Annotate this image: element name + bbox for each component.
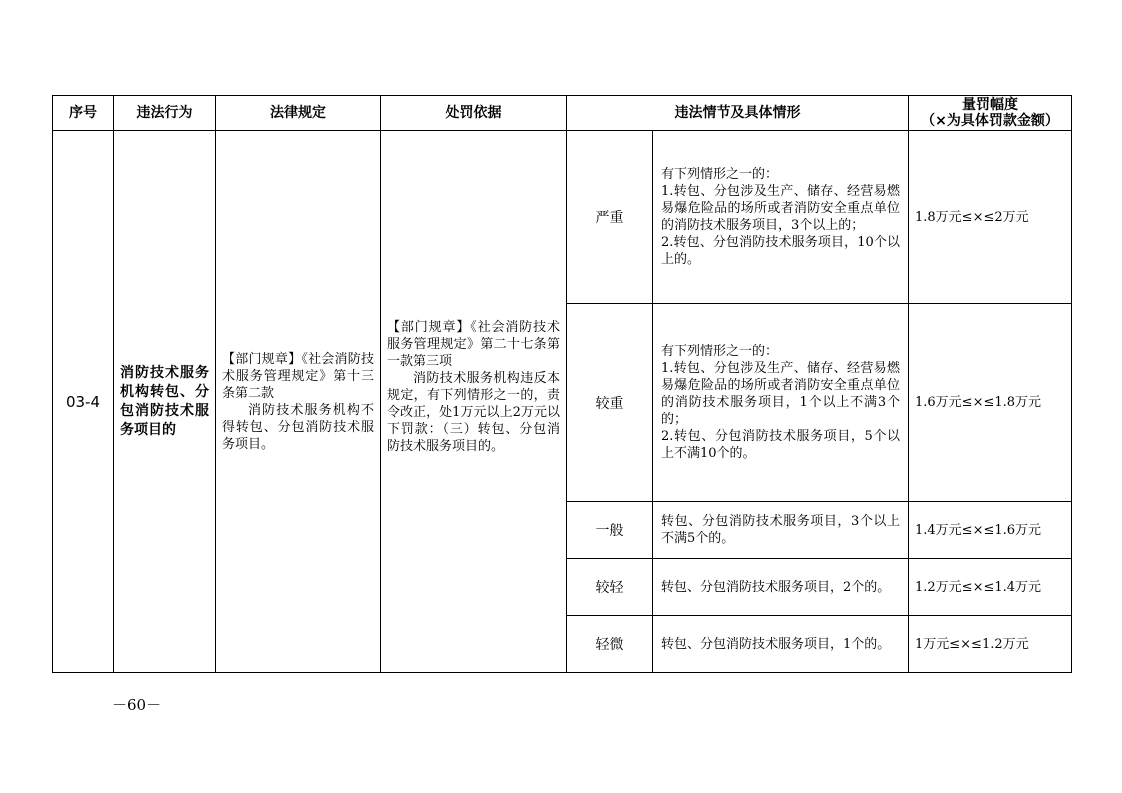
level-label: 一般: [567, 502, 653, 559]
level-circumstance: [653, 304, 909, 502]
header-behavior: 违法行为: [114, 96, 216, 131]
penalty-table: [52, 95, 1072, 673]
legal-source: 【部门规章】《社会消防技术服务管理规定》第十三条第二款: [222, 351, 374, 401]
level-circumstance: 转包、分包消防技术服务项目，3个以上不满5个的。: [653, 502, 909, 559]
circumstance-line: 有下列情形之一的：: [661, 167, 779, 182]
header-circumstances: 违法情节及具体情形: [567, 96, 909, 131]
circumstance-line: 2.转包、分包消防技术服务项目，10个以上的。: [661, 235, 900, 267]
level-label: 轻微: [567, 616, 653, 673]
circumstance-line: 1.转包、分包涉及生产、储存、经营易燃易爆危险品的场所或者消防安全重点单位的消防技术服务项目，3个以上的；: [661, 184, 900, 233]
level-range: 1.6万元≤×≤1.8万元: [909, 304, 1072, 502]
header-seq: 序号: [53, 96, 114, 131]
legal-provision: [216, 131, 381, 673]
level-range: 1.4万元≤×≤1.6万元: [909, 502, 1072, 559]
header-basis: 处罚依据: [381, 96, 567, 131]
level-circumstance: 转包、分包消防技术服务项目，2个的。: [653, 559, 909, 616]
header-row: [53, 96, 1072, 131]
header-legal: 法律规定: [216, 96, 381, 131]
level-circumstance: [653, 131, 909, 304]
circumstance-line: 2.转包、分包消防技术服务项目，5个以上不满10个的。: [661, 429, 900, 461]
basis-text: 消防技术服务机构违反本规定，有下列情形之一的，责令改正，处1万元以上2万元以下罚款：（三）转包、分包消防技术服务项目的。: [387, 371, 560, 454]
basis-source: 【部门规章】《社会消防技术服务管理规定》第二十七条第一款第三项: [387, 320, 560, 369]
header-range: [909, 96, 1072, 131]
violation-behavior: 消防技术服务机构转包、分包消防技术服务项目的: [114, 131, 216, 673]
page-number: －60－: [112, 696, 162, 714]
level-circumstance: 转包、分包消防技术服务项目，1个的。: [653, 616, 909, 673]
circumstance-line: 1.转包、分包涉及生产、储存、经营易燃易爆危险品的场所或者消防安全重点单位的消防技术服务项目，1个以上不满3个的；: [661, 361, 900, 427]
level-label: 较重: [567, 304, 653, 502]
header-range-line2: （×为具体罚款金额）: [921, 113, 1059, 129]
level-range: 1.8万元≤×≤2万元: [909, 131, 1072, 304]
level-label: 较轻: [567, 559, 653, 616]
level-range: 1.2万元≤×≤1.4万元: [909, 559, 1072, 616]
level-row-0: [53, 131, 1072, 304]
header-range-line1: 量罚幅度: [962, 97, 1018, 113]
violation-code: 03-4: [53, 131, 114, 673]
level-label: 严重: [567, 131, 653, 304]
level-range: 1万元≤×≤1.2万元: [909, 616, 1072, 673]
penalty-basis: [381, 131, 567, 673]
legal-text: 消防技术服务机构不得转包、分包消防技术服务项目。: [222, 402, 374, 452]
circumstance-line: 有下列情形之一的：: [661, 344, 779, 359]
